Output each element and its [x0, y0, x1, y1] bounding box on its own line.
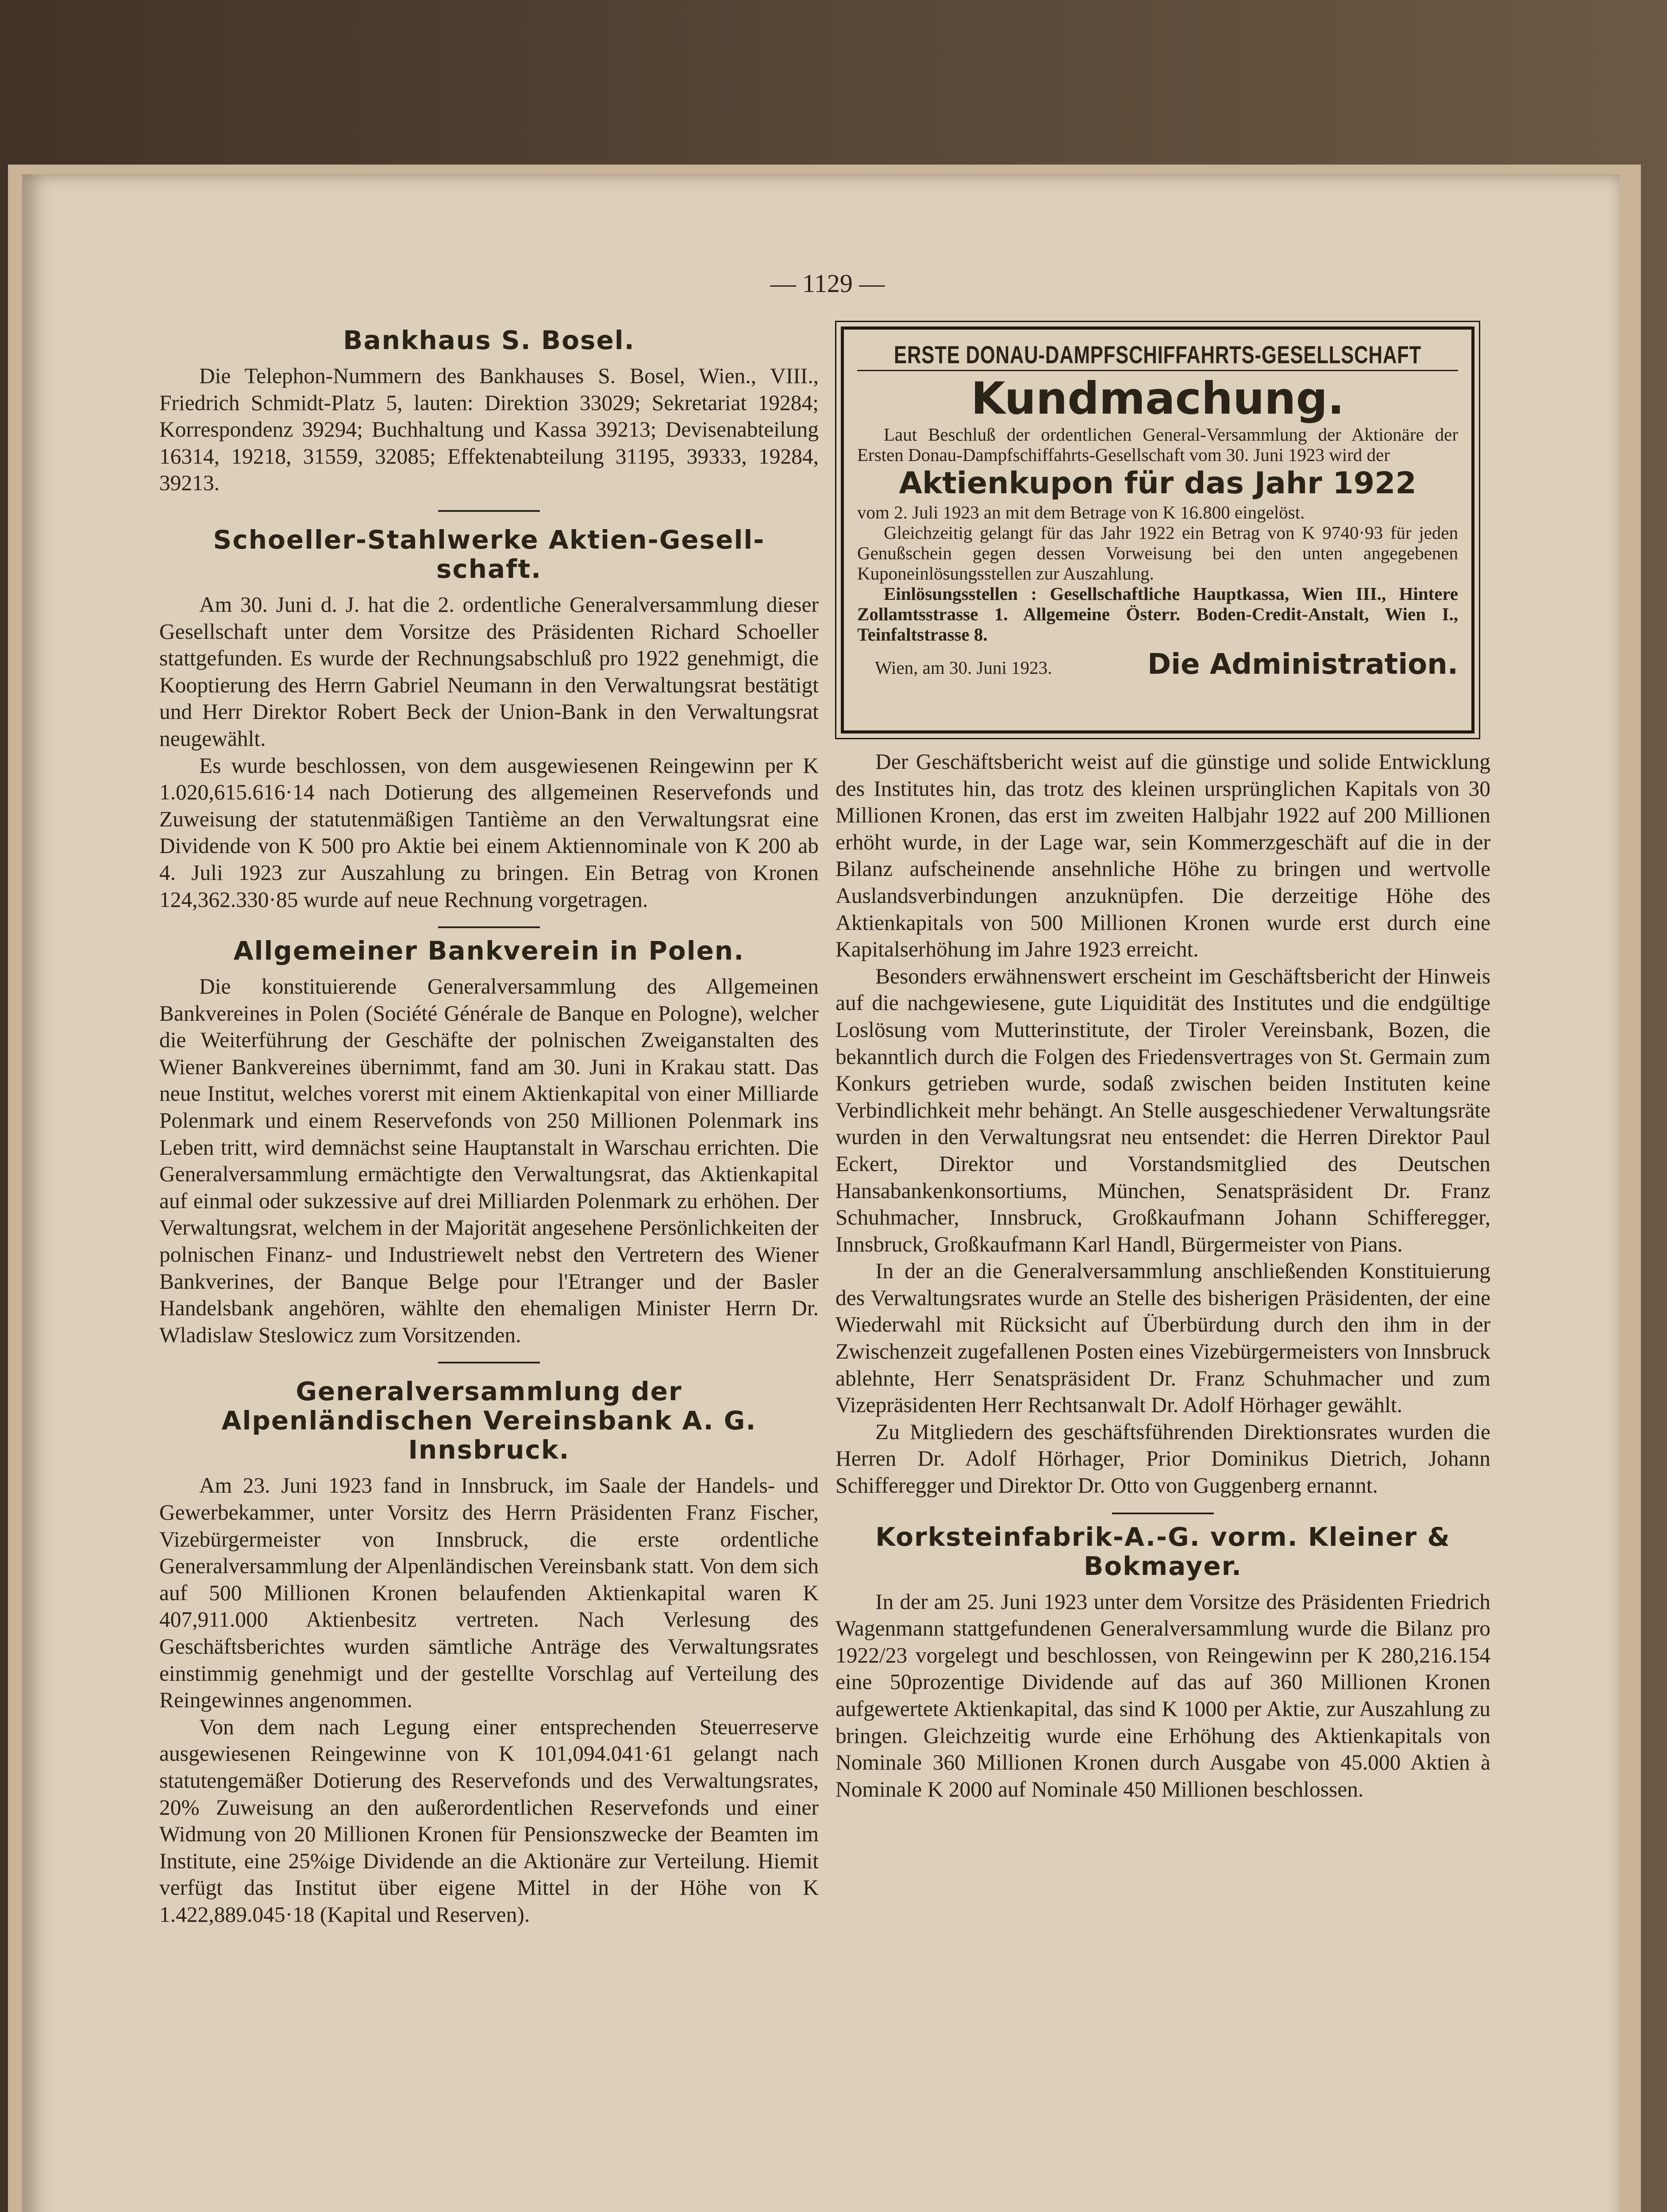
notice-paying-agents: Einlösungsstellen : Gesellschaftliche Hauptkassa, Wien III., Hintere Zollamtsstrasse 1. Allgemeine Österr. Boden-Credit-Anstalt, Wien I., Teinfaltstrasse 8.	[857, 584, 1458, 645]
alpen-heading-line1: Generalversammlung der	[296, 1376, 682, 1407]
alpen-report-paragraph-3: In der an die Generalversammlung anschließenden Konstituierung des Verwaltungsrates wurde an Stelle des bisherigen Präsidenten, der eine Wiederwahl mit Rücksicht auf Überbürdung durch den ihm in der Zwischenzeit zugefallenen Posten eines Vizebürgermeisters von Innsbruck ablehnte, Herr Senatspräsident Dr. Franz Schuhmacher und zum Vizepräsidenten Herr Rechtsanwalt Dr. Adolf Hörhager gewählt.	[835, 1259, 1490, 1417]
alpen-report-paragraph-4: Zu Mitgliedern des geschäftsführenden Direktionsrates wurden die Herren Dr. Adolf Hörhager, Prior Dominikus Dietrich, Johann Schifferegger und Direktor Dr. Otto von Guggenberg ernannt.	[835, 1419, 1490, 1498]
schoeller-paragraph-2: Es wurde beschlossen, von dem ausgewiesenen Reingewinn per K 1.020,615.616·14 nach Dotierung des allgemeinen Reservefonds und Zuweisung der statutenmäßigen Tantième an den Verwaltungsrat eine Dividende von K 500 pro Aktie bei einem Aktiennominale von K 200 ab 4. Juli 1923 zur Auszahlung zu bringen. Ein Betrag von Kronen 124,362.330·85 wurde auf neue Rechnung vorgetragen.	[159, 753, 819, 912]
document-page	[22, 174, 1620, 2212]
notice-signature: Die Administration.	[1147, 648, 1458, 681]
kork-paragraph: In der am 25. Juni 1923 unter dem Vorsitze des Präsidenten Friedrich Wagenmann stattgefundenen Generalversammlung wurde die Bilanz pro 1922/23 vorgelegt und beschlossen, von Reingewinn per K 280,216.154 eine 50prozentige Dividende auf das auf 360 Millionen Kronen aufgewertete Aktienkapital, das sind K 1000 per Aktie, zur Auszahlung zu bringen. Gleichzeitig wurde eine Erhöhung des Aktienkapitals von Nominale 360 Millionen Kronen durch Ausgabe von 45.000 Aktien à Nominale K 2000 auf Nominale 450 Millionen beschlossen.	[835, 1589, 1490, 1801]
page-number: — 1129 —	[770, 269, 885, 298]
notice-rule	[857, 370, 1458, 371]
bosel-paragraph: Die Telephon-Nummern des Bankhauses S. Bosel, Wien., VIII., Friedrich Schmidt-Platz 5, lauten: Direktion 33029; Sekretariat 19284; Korrespondenz 39294; Buchhaltung und Kassa 39213; Devisenabteilung 16314, 19218, 31559, 32085; Effektenabteilung 31195, 39333, 19284, 39213.	[159, 364, 819, 495]
notice-company: ERSTE DONAU-DAMPFSCHIFFAHRTS-GESELLSCHAFT	[894, 341, 1421, 369]
alpen-heading-line3: Innsbruck.	[408, 1435, 570, 1465]
notice-coupon-heading: Aktienkupon für das Jahr 1922	[899, 466, 1417, 501]
alpen-report-paragraph-1: Der Geschäftsbericht weist auf die günstige und solide Entwicklung des Institutes hin, das trotz des kleinen ursprünglichen Kapitals von 30 Millionen Kronen, das erst im zweiten Halbjahr 1922 auf 200 Millionen erhöht wurde, in der Lage war, sein Kommerzgeschäft auf die in der Bilanz aufscheinende ansehnliche Höhe zu bringen und wertvolle Auslandsverbindungen anzuknüpfen. Die derzeitige Höhe des Aktienkapitals von 500 Millionen Kronen wurde erst durch eine Kapitalserhöhung im Jahre 1923 erreicht.	[835, 749, 1490, 962]
alpen-report-paragraph-2: Besonders erwähnenswert erscheint im Geschäftsbericht der Hinweis auf die nachgewiesene, gute Liquidität des Institutes und die endgültige Loslösung vom Mutterinstitute, der Tiroler Vereinsbank, Bozen, die bekanntlich durch die Folgen des Friedensvertrages von St. Germain zum Konkurs getrieben wurde, sodaß zwischen beiden Instituten keine Verbindlichkeit mehr behängt. An Stelle ausgeschiedener Verwaltungsräte wurden in den Verwaltungsrat neu entsendet: die Herren Direktor Paul Eckert, Direktor und Vorstandsmitglied des Deutschen Hansabankenkonsortiums, München, Senatspräsident Dr. Franz Schuhmacher, Innsbruck, Großkaufmann Johann Schifferegger, Innsbruck, Großkaufmann Karl Handl, Bürgermeister von Pians.	[835, 964, 1490, 1256]
schoeller-heading-line1: Schoeller-Stahlwerke Aktien-Gesell-	[213, 524, 765, 555]
notice-date: Wien, am 30. Juni 1923.	[875, 657, 1052, 678]
polen-paragraph: Die konstituierende Generalversammlung des Allgemeinen Bankvereines in Polen (Société Générale de Banque en Pologne), welcher die Weiterführung der Geschäfte der polnischen Zweiganstalten des Wiener Bankvereines übernimmt, fand am 30. Juni in Krakau statt. Das neue Institut, welches vorerst mit einem Aktienkapital von einer Milliarde Polenmark und einem Reservefonds von 250 Millionen Polenmark ins Leben tritt, wird demnächst seine Hauptanstalt in Warschau errichten. Die Generalversammlung ermächtigte den Verwaltungsrat, das Aktienkapital auf einmal oder sukzessive auf drei Milliarden Polenmark zu erhöhen. Der Verwaltungsrat, welchem in der Majorität angesehene Persönlichkeiten der polnischen Finanz- und Industriewelt nebst den Vertretern des Wiener Bankverines, der Banque Belge pour l'Etranger und der Basler Handelsbank angehören, wählte den ehemaligen Minister Herrn Dr. Wladislaw Steslowicz zum Vorsitzenden.	[159, 974, 819, 1347]
alpen-paragraph-2: Von dem nach Legung einer entsprechenden Steuerreserve ausgewiesenen Reingewinne von K 101,094.041·61 gelangt nach statutengemäßer Dotierung des Reservefonds und des Verwaltungsrates, 20% Zuweisung an den außerordentlichen Reservefonds und einer Widmung von 20 Millionen Kronen für Pensionszwecke der Beamten im Institute, eine 25%ige Dividende an die Aktionäre zur Verteilung. Hiemit verfügt das Institut über eigene Mittel in der Höhe von K 1.422,889.045·18 (Kapital und Reserven).	[159, 1714, 819, 1927]
kork-heading-line2: Bokmayer.	[1084, 1551, 1242, 1581]
kork-heading-line1: Korksteinfabrik-A.-G. vorm. Kleiner &	[875, 1521, 1451, 1552]
schoeller-heading-line2: schaft.	[436, 553, 542, 584]
left-column	[159, 320, 819, 1928]
alpen-paragraph-1: Am 23. Juni 1923 fand in Innsbruck, im Saale der Handels- und Gewerbekammer, unter Vorsitz des Herrn Präsidenten Franz Fischer, Vizebürgermeister von Innsbruck, die erste ordentliche Generalversammlung der Alpenländischen Vereinsbank statt. Von dem sich auf 500 Millionen Kronen belaufenden Aktienkapital waren K 407,911.000 Aktienbesitz vertreten. Nach Verlesung des Geschäftsberichtes wurden sämtliche Anträge des Verwaltungsrates einstimmig genehmigt und der gestellte Vorschlag auf Verteilung des Reingewinnes angenommen.	[159, 1473, 819, 1713]
notice-redemption: vom 2. Juli 1923 an mit dem Betrage von K 16.800 eingelöst.	[857, 502, 1305, 522]
notice-intro: Laut Beschluß der ordentlichen General-Versammlung der Aktionäre der Ersten Donau-Dampfschiffahrts-Gesellschaft vom 30. Juni 1923 wird der	[857, 424, 1458, 465]
notice-box	[841, 326, 1475, 733]
notice-title: Kundmachung.	[971, 373, 1344, 424]
notice-dividend: Gleichzeitig gelangt für das Jahr 1922 ein Betrag von K 9740·93 für jeden Genußschein gegen dessen Vorweisung bei den unten angegebenen Kuponeinlösungsstellen zur Auszahlung.	[857, 522, 1458, 584]
alpen-heading-line2: Alpenländischen Vereinsbank A. G.	[221, 1406, 757, 1436]
schoeller-paragraph-1: Am 30. Juni d. J. hat die 2. ordentliche Generalversammlung dieser Gesellschaft unter dem Vorsitze des Präsidenten Richard Schoeller stattgefunden. Es wurde der Rechnungsabschluß pro 1922 genehmigt, die Kooptierung des Herrn Gabriel Neumann in den Verwaltungsrat bestätigt und Herr Direktor Robert Beck der Union-Bank in den Verwaltungsrat neugewählt.	[159, 592, 819, 751]
right-column	[835, 320, 1490, 1803]
polen-heading: Allgemeiner Bankverein in Polen.	[233, 936, 745, 966]
bosel-heading: Bankhaus S. Bosel.	[343, 325, 635, 355]
